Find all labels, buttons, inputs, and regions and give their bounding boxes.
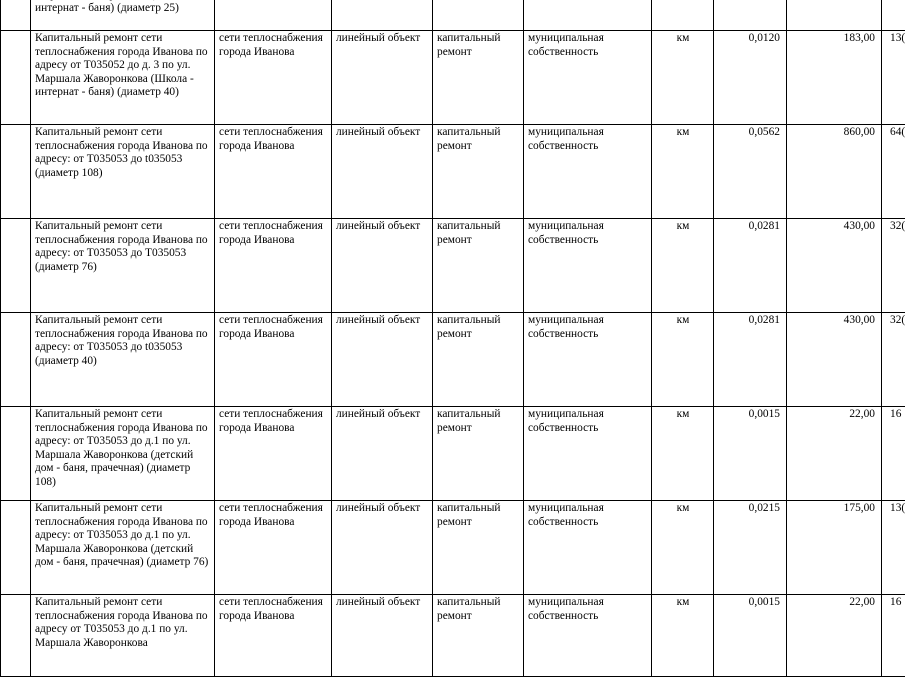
index-cell — [1, 125, 31, 219]
ownership-cell: муниципальная собственность — [524, 125, 652, 219]
object-type-cell: линейный объект — [332, 407, 433, 501]
unit-cell: км — [652, 501, 714, 595]
network-cell: сети теплоснабжения города Иванова — [215, 125, 332, 219]
unit-cell: км — [652, 313, 714, 407]
ownership-cell: муниципальная собственность — [524, 595, 652, 677]
object-type-cell: линейный объект — [332, 313, 433, 407]
table-row — [1, 219, 905, 313]
length-cell: 0,0015 — [714, 595, 787, 677]
work-type-cell: капитальный ремонт — [433, 219, 524, 313]
cost-cell — [787, 0, 882, 31]
extra-cell — [882, 0, 905, 31]
extra-cell: 32( — [882, 313, 905, 407]
description-cell: Капитальный ремонт сети теплоснабжения города Иванова по адресу: от Т035053 до t035053 (диаметр 108) — [31, 125, 215, 219]
object-type-cell: линейный объект — [332, 31, 433, 125]
ownership-cell: муниципальная собственность — [524, 219, 652, 313]
table-row — [1, 407, 905, 501]
length-cell: 0,0015 — [714, 407, 787, 501]
table-row — [1, 31, 905, 125]
network-cell: сети теплоснабжения города Иванова — [215, 595, 332, 677]
ownership-cell — [524, 0, 652, 31]
description-cell: Капитальный ремонт сети теплоснабжения города Иванова по адресу от Т035053 до д.1 по ул. Маршала Жаворонкова — [31, 595, 215, 677]
extra-cell: 13( — [882, 501, 905, 595]
ownership-cell: муниципальная собственность — [524, 501, 652, 595]
object-type-cell: линейный объект — [332, 595, 433, 677]
extra-cell: 16 — [882, 407, 905, 501]
network-cell: сети теплоснабжения города Иванова — [215, 501, 332, 595]
cost-cell: 22,00 — [787, 595, 882, 677]
length-cell: 0,0120 — [714, 31, 787, 125]
unit-cell: км — [652, 595, 714, 677]
object-type-cell — [332, 0, 433, 31]
cost-cell: 430,00 — [787, 313, 882, 407]
extra-cell: 32( — [882, 219, 905, 313]
length-cell: 0,0215 — [714, 501, 787, 595]
index-cell — [1, 31, 31, 125]
description-cell: Капитальный ремонт сети теплоснабжения города Иванова по адресу: от Т035053 до д.1 по ул. Маршала Жаворонкова (детский дом - баня, прачечная) (диаметр 108) — [31, 407, 215, 501]
network-cell: сети теплоснабжения города Иванова — [215, 219, 332, 313]
description-cell: интернат - баня) (диаметр 25) — [31, 0, 215, 31]
unit-cell: км — [652, 219, 714, 313]
network-cell: сети теплоснабжения города Иванова — [215, 31, 332, 125]
cost-cell: 860,00 — [787, 125, 882, 219]
table-row — [1, 0, 905, 31]
work-type-cell: капитальный ремонт — [433, 31, 524, 125]
unit-cell: км — [652, 31, 714, 125]
extra-cell: 16 — [882, 595, 905, 677]
cost-cell: 22,00 — [787, 407, 882, 501]
index-cell — [1, 313, 31, 407]
table-row — [1, 125, 905, 219]
network-cell: сети теплоснабжения города Иванова — [215, 407, 332, 501]
object-type-cell: линейный объект — [332, 125, 433, 219]
unit-cell: км — [652, 125, 714, 219]
table-row — [1, 595, 905, 677]
index-cell — [1, 501, 31, 595]
unit-cell — [652, 0, 714, 31]
description-cell: Капитальный ремонт сети теплоснабжения города Иванова по адресу: от Т035053 до д.1 по ул. Маршала Жаворонкова (детский дом - баня, прачечная) (диаметр 76) — [31, 501, 215, 595]
table-row — [1, 313, 905, 407]
cost-cell: 430,00 — [787, 219, 882, 313]
index-cell — [1, 0, 31, 31]
index-cell — [1, 219, 31, 313]
description-cell: Капитальный ремонт сети теплоснабжения города Иванова по адресу: от Т035053 до Т035053 (диаметр 76) — [31, 219, 215, 313]
work-type-cell: капитальный ремонт — [433, 595, 524, 677]
index-cell — [1, 407, 31, 501]
work-type-cell: капитальный ремонт — [433, 125, 524, 219]
work-type-cell: капитальный ремонт — [433, 313, 524, 407]
description-cell: Капитальный ремонт сети теплоснабжения города Иванова по адресу: от Т035053 до t035053 (диаметр 40) — [31, 313, 215, 407]
length-cell: 0,0562 — [714, 125, 787, 219]
description-cell: Капитальный ремонт сети теплоснабжения города Иванова по адресу от Т035052 до д. 3 по ул. Маршала Жаворонкова (Школа - интернат - баня) (диаметр 40) — [31, 31, 215, 125]
network-cell: сети теплоснабжения города Иванова — [215, 313, 332, 407]
unit-cell: км — [652, 407, 714, 501]
length-cell: 0,0281 — [714, 219, 787, 313]
ownership-cell: муниципальная собственность — [524, 313, 652, 407]
ownership-cell: муниципальная собственность — [524, 407, 652, 501]
ownership-cell: муниципальная собственность — [524, 31, 652, 125]
length-cell — [714, 0, 787, 31]
length-cell: 0,0281 — [714, 313, 787, 407]
work-type-cell — [433, 0, 524, 31]
extra-cell: 13( — [882, 31, 905, 125]
work-type-cell: капитальный ремонт — [433, 407, 524, 501]
object-type-cell: линейный объект — [332, 501, 433, 595]
work-type-cell: капитальный ремонт — [433, 501, 524, 595]
cost-cell: 175,00 — [787, 501, 882, 595]
object-type-cell: линейный объект — [332, 219, 433, 313]
index-cell — [1, 595, 31, 677]
cost-cell: 183,00 — [787, 31, 882, 125]
table-row — [1, 501, 905, 595]
extra-cell: 64( — [882, 125, 905, 219]
network-cell — [215, 0, 332, 31]
